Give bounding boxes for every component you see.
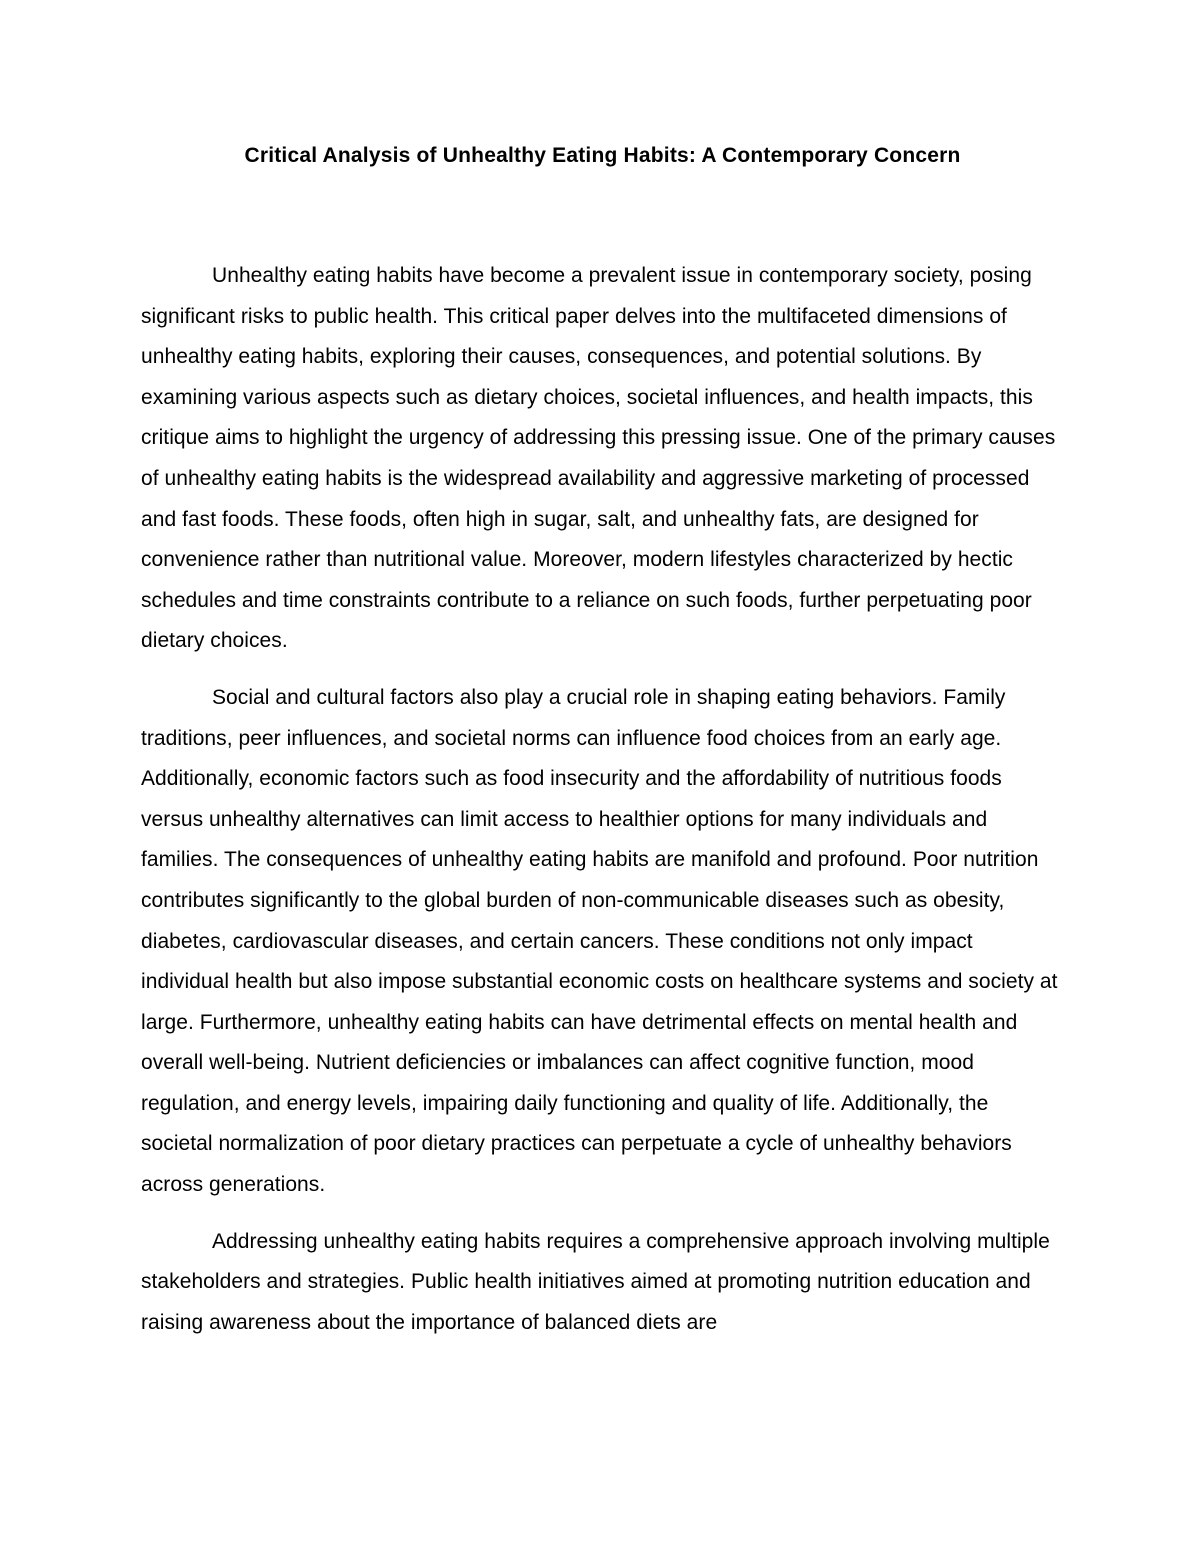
paragraph-3: Addressing unhealthy eating habits requires a comprehensive approach involving multiple stakeholders and strategies. Public health initiatives aimed at promoting nutrition education and raising awareness about the importance of balanced diets are (141, 1229, 1050, 1334)
paragraph-2: Social and cultural factors also play a crucial role in shaping eating behaviors. Family traditions, peer influences, and societal norms can influence food choices from an early age. Additionally, economic factors such as food insecurity and the affordability of nutritious foods versus unhealthy alternatives can limit access to healthier options for many individuals and families. The consequences of unhealthy eating habits are manifold and profound. Poor nutrition contributes significantly to the global burden of non-communicable diseases such as obesity, diabetes, cardiovascular diseases, and certain cancers. These conditions not only impact individual health but also impose substantial economic costs on healthcare systems and society at large. Furthermore, unhealthy eating habits can have detrimental effects on mental health and overall well-being. Nutrient deficiencies or imbalances can affect cognitive function, mood regulation, and energy levels, impairing daily functioning and quality of life. Additionally, the societal normalization of poor dietary practices can perpetuate a cycle of unhealthy behaviors across generations. (141, 685, 1058, 1197)
paragraph-1: Unhealthy eating habits have become a prevalent issue in contemporary society, posing significant risks to public health. This critical paper delves into the multifaceted dimensions of unhealthy eating habits, exploring their causes, consequences, and potential solutions. By examining various aspects such as dietary choices, societal influences, and health impacts, this critique aims to highlight the urgency of addressing this pressing issue. One of the primary causes of unhealthy eating habits is the widespread availability and aggressive marketing of processed and fast foods. These foods, often high in sugar, salt, and unhealthy fats, are designed for convenience rather than nutritional value. Moreover, modern lifestyles characterized by hectic schedules and time constraints contribute to a reliance on such foods, further perpetuating poor dietary choices. (141, 264, 1056, 653)
document-body (141, 256, 1060, 1343)
document-title: Critical Analysis of Unhealthy Eating Habits: A Contemporary Concern (244, 144, 961, 167)
